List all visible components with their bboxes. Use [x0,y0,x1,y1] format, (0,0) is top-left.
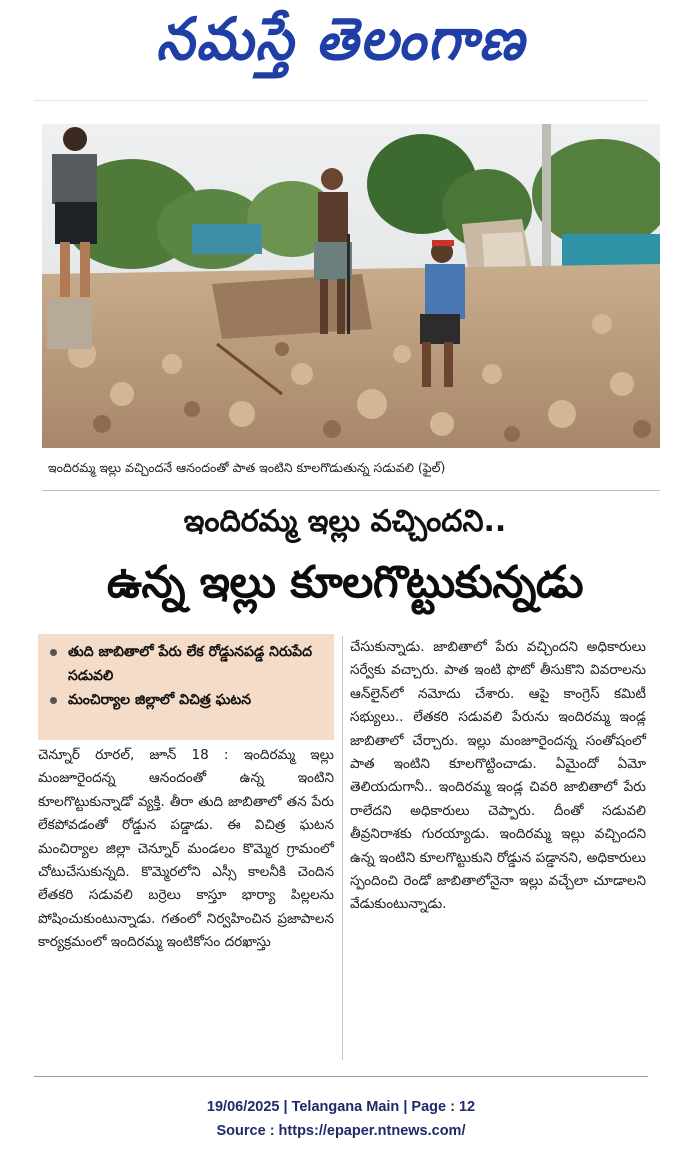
highlight-text: మంచిర్యాల జిల్లాలో విచిత్ర ఘటన [68,692,252,708]
headline-main: ఉన్న ఇల్లు కూలగొట్టుకున్నడు [106,557,584,608]
footer-divider [34,1076,648,1077]
article-text-left: చెన్నూర్ రూరల్, జూన్ 18 : ఇందిరమ్మ ఇల్లు మంజూరైందన్న ఆనందంతో ఉన్న ఇంటిని కూలగొట్టుకున్నాడో వ్యక్తి. తీరా తుది జాబితాలో తన పేరు లేకపోవడంతో రోడ్డున పడ్డాడు. ఈ విచిత్ర ఘటన మంచిర్యాల జిల్లా చెన్నూర్ మండలం కొమ్మెర గ్రామంలో చోటుచేసుకున్నది. కొమ్మెరలోని ఎస్సీ కాలనీకి చెందిన లేతకరి సడువలి బర్రెలు కాస్తూ భార్యా పిల్లలను పోషించుకుంటున్నాడు. గతంలో నిర్వహించిన ప్రజాపాలన కార్యక్రమంలో ఇందిరమ్మ ఇంటికోసం దరఖాస్తు [38,747,334,951]
highlight-text: తుది జాబితాలో పేరు లేక రోడ్డునపడ్డ నిరుపేద సడువలి [68,644,312,684]
column-divider [342,636,343,1060]
footer-date-page: 19/06/2025 | Telangana Main | Page : 12 [206,1099,476,1115]
headline-kicker: ఇందిరమ్మ ఇల్లు వచ్చిందని.. [183,504,507,539]
caption-divider [42,490,660,491]
article-text-right: చేసుకున్నాడు. జాబితాలో పేరు వచ్చిందని అధికారులు సర్వేకు వచ్చారు. పాత ఇంటి ఫొటో తీసుకొని వివరాలను ఆన్‌లైన్‌లో నమోదు చేశారు. ఆపై కాంగ్రెస్ కమిటీ సభ్యులు.. లేతకరి సడువలి పేరును ఇందిరమ్మ ఇండ్ల జాబితాలో చేర్చారు. ఇల్లు మంజూరైందన్న సంతోషంలో పాత ఇంటిని కూలగొట్టించాడు. ఏమైందో ఏమో తెలియదుగానీ.. ఇందిరమ్మ ఇండ్ల చివరి జాబితాలో పేరు రాలేదని అధికారులు చెప్పారు. దీంతో సడువలి తీవ్రనిరాశకు గురయ్యాడు. ఇందిరమ్మ ఇల్లు వచ్చిందని ఉన్న ఇంటిని కూలగొట్టుకుని రోడ్డున పడ్డానని, అధికారులు స్పందించి రెండో జాబితాలోనైనా ఇల్లు వచ్చేలా చూడాలని వేడుకుంటున్నాడు. [350,639,646,913]
masthead-divider [34,100,648,101]
highlight-item [50,688,326,712]
highlights-box [38,634,334,740]
newspaper-logo: నమస్తే తెలంగాణ [156,4,526,73]
photo-caption: ఇందిరమ్మ ఇల్లు వచ్చిందనే ఆనందంతో పాత ఇంటిని కూలగొడుతున్న సడువలి (ఫైల్) [48,460,446,475]
bullet-icon [50,697,57,704]
bullet-icon [50,649,57,656]
photo-demolished-house-icon [42,124,660,448]
footer-source-link[interactable]: Source : https://epaper.ntnews.com/ [216,1123,466,1139]
highlight-item [50,640,326,688]
masthead [0,0,682,92]
news-photo [42,124,660,448]
article-column-left [38,744,334,955]
article-column-right [350,636,646,917]
